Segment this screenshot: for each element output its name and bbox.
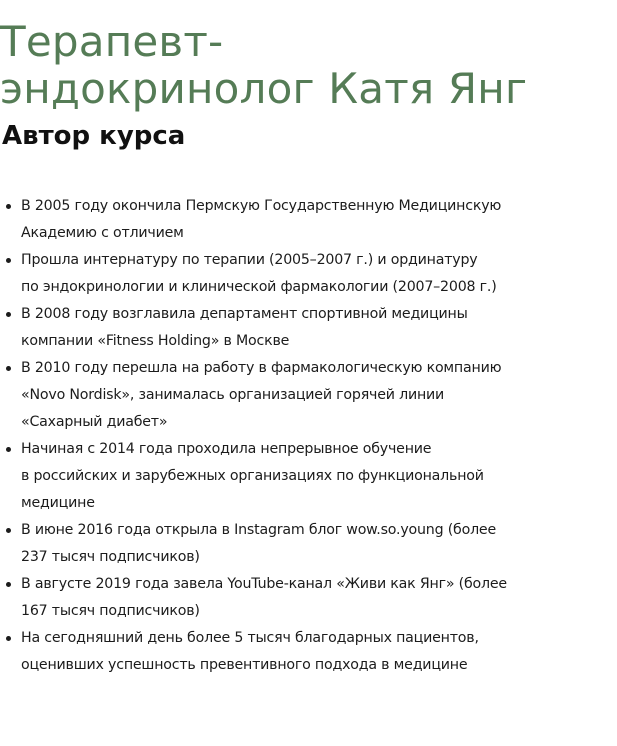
bio-text-line: оценивших успешность превентивного подхода в медицине	[21, 657, 468, 673]
bio-text-line: Прошла интернатуру по терапии (2005–2007 г.) и ординатуру	[21, 252, 478, 268]
bio-text-line: «Сахарный диабет»	[21, 414, 168, 430]
author-name-line-2: эндокринолог Катя Янг	[0, 64, 528, 113]
bio-text-line: В 2010 году перешла на работу в фармакологическую компанию	[21, 360, 502, 376]
bullet-icon	[6, 447, 11, 452]
bio-text-line: В июне 2016 года открыла в Instagram блог wow.so.young (более	[21, 522, 496, 538]
bullet-icon	[6, 204, 11, 209]
bio-text-line: 167 тысяч подписчиков)	[21, 603, 200, 619]
bullet-icon	[6, 528, 11, 533]
bio-list-item	[6, 355, 566, 436]
bio-text-line: медицине	[21, 495, 95, 511]
bio-text-line: В августе 2019 года завела YouTube-канал «Живи как Янг» (более	[21, 576, 507, 592]
bio-text-line: компании «Fitness Holding» в Москве	[21, 333, 290, 349]
bullet-icon	[6, 636, 11, 641]
bio-text-line: в российских и зарубежных организациях по функциональной	[21, 468, 484, 484]
author-header	[0, 0, 617, 153]
bio-list-item	[6, 517, 566, 571]
author-name-line-1: Терапевт-	[0, 17, 224, 66]
bio-list-item	[6, 193, 566, 247]
bio-text-line: 237 тысяч подписчиков)	[21, 549, 200, 565]
bio-text-line: Начиная с 2014 года проходила непрерывное обучение	[21, 441, 432, 457]
bullet-icon	[6, 258, 11, 263]
bio-list-item	[6, 301, 566, 355]
bio-list-item	[6, 247, 566, 301]
bio-text-line: по эндокринологии и клинической фармакологии (2007–2008 г.)	[21, 279, 497, 295]
bullet-icon	[6, 582, 11, 587]
author-role: Автор курса	[2, 121, 186, 151]
bio-list	[6, 193, 566, 679]
bio-text-line: В 2005 году окончила Пермскую Государственную Медицинскую	[21, 198, 502, 214]
bio-list-item	[6, 436, 566, 517]
bullet-icon	[6, 366, 11, 371]
bio-text-line: В 2008 году возглавила департамент спортивной медицины	[21, 306, 468, 322]
bio-text-line: «Novo Nordisk», занималась организацией горячей линии	[21, 387, 445, 403]
bullet-icon	[6, 312, 11, 317]
bio-text-line: На сегодняшний день более 5 тысяч благодарных пациентов,	[21, 630, 479, 646]
author-name	[0, 0, 617, 112]
bio-list-item	[6, 571, 566, 625]
bio-text-line: Академию с отличием	[21, 225, 184, 241]
bio-list-item	[6, 625, 566, 679]
